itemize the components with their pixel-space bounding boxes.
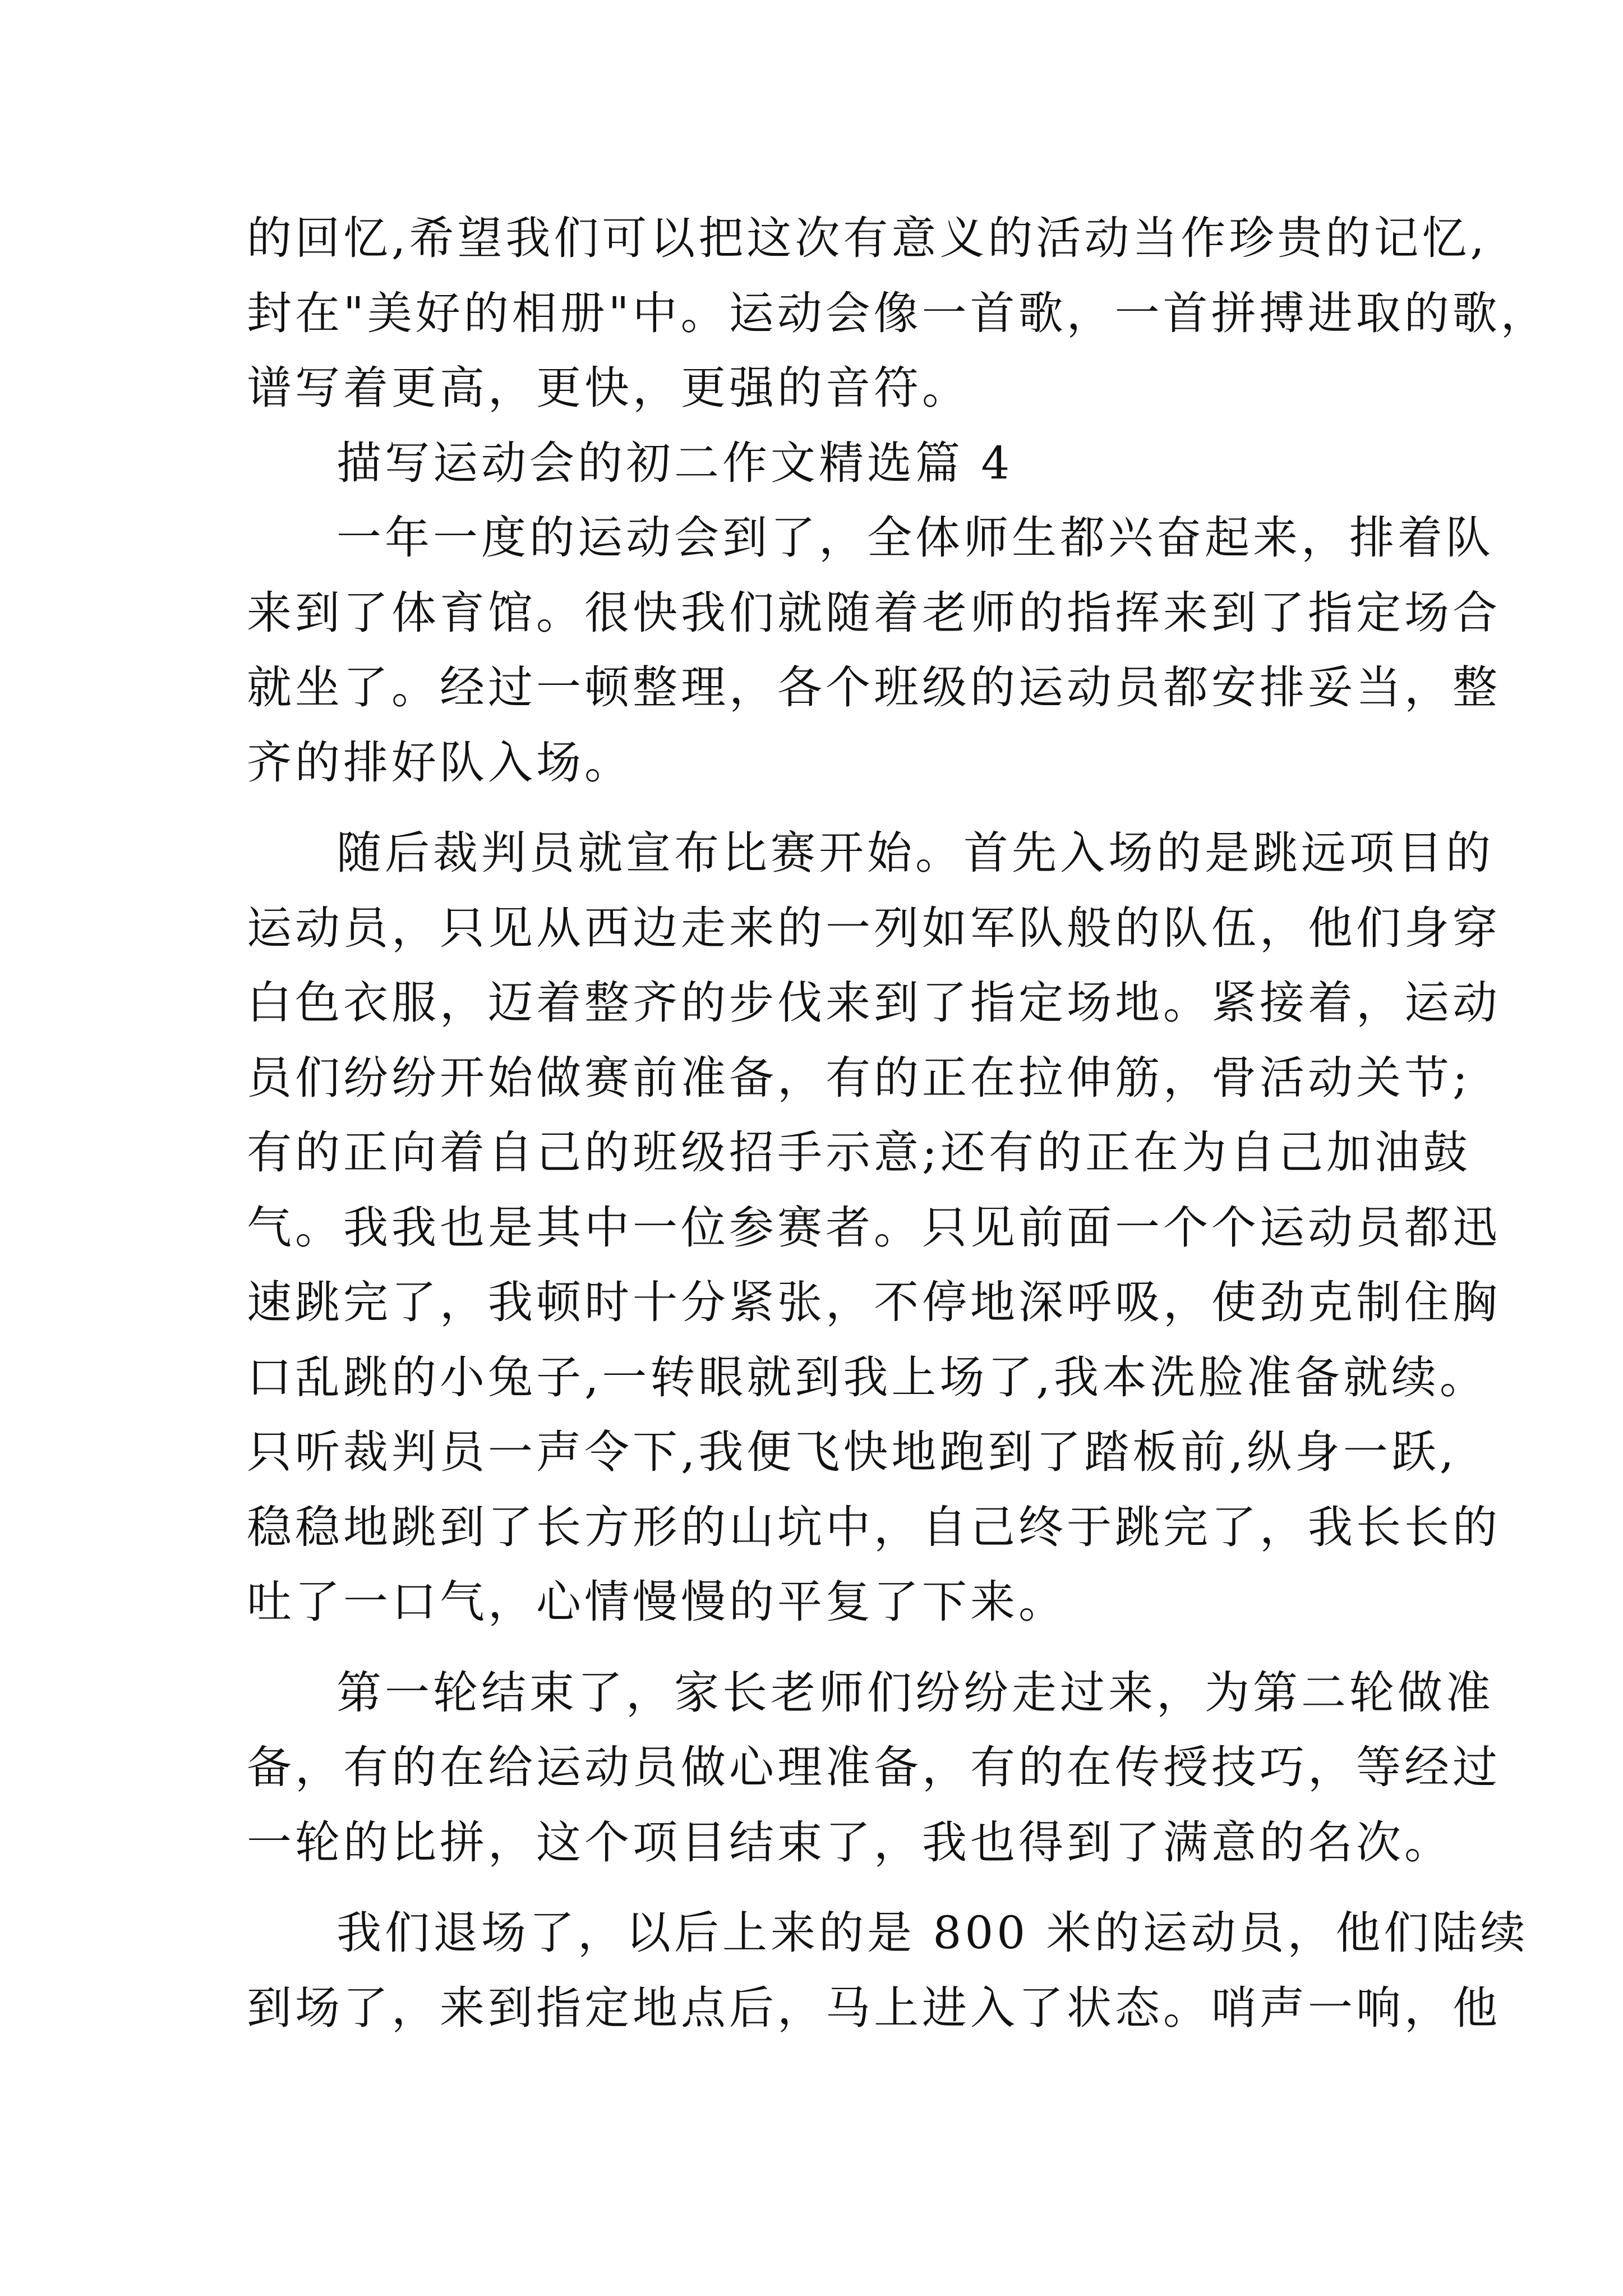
text-line: 随后裁判员就宣布比赛开始。首先入场的是跳远项目的: [336, 827, 1494, 879]
text-line: 齐的排好队入场。: [247, 736, 633, 789]
text-line: 谱写着更高，更快，更强的音符。: [247, 362, 970, 414]
text-line: 一轮的比拼，这个项目结束了，我也得到了满意的名次。: [247, 1816, 1453, 1869]
text-line: 来到了体育馆。很快我们就随着老师的指挥来到了指定场合: [247, 586, 1501, 639]
text-line: 稳稳地跳到了长方形的山坑中，自己终于跳完了，我长长的: [247, 1501, 1501, 1553]
text-line: 口乱跳的小兔子,一转眼就到我上场了,我本洗脸准备就续。: [247, 1351, 1488, 1404]
text-line: 备，有的在给运动员做心理准备，有的在传授技巧，等经过: [247, 1741, 1501, 1793]
text-line: 气。我我也是其中一位参赛者。只见前面一个个运动员都迅: [247, 1201, 1501, 1254]
text-line: 有的正向着自己的班级招手示意;还有的正在为自己加油鼓: [247, 1126, 1471, 1179]
text-line: 员们纷纷开始做赛前准备，有的正在拉伸筋，骨活动关节;: [247, 1051, 1471, 1104]
text-line: 只听裁判员一声令下,我便飞快地跑到了踏板前,纵身一跃,: [247, 1426, 1458, 1478]
text-line: 第一轮结束了，家长老师们纷纷走过来，为第二轮做准: [336, 1666, 1494, 1719]
text-line: 吐了一口气，心情慢慢的平复了下来。: [247, 1576, 1067, 1628]
text-line: 一年一度的运动会到了，全体师生都兴奋起来，排着队: [336, 512, 1494, 564]
text-line: 我们退场了，以后上来的是 800 米的运动员，他们陆续: [336, 1907, 1529, 1959]
text-line: 就坐了。经过一顿整理，各个班级的运动员都安排妥当，整: [247, 661, 1501, 714]
document-body: [247, 201, 1549, 2045]
text-line: 封在"美好的相册"中。运动会像一首歌，一首拼搏进取的歌，: [247, 287, 1549, 339]
text-line: 运动员，只见从西边走来的一列如军队般的队伍，他们身穿: [247, 901, 1501, 954]
section-heading: 描写运动会的初二作文精选篇 4: [336, 436, 1013, 489]
text-line: 的回忆,希望我们可以把这次有意义的活动当作珍贵的记忆,: [247, 212, 1488, 264]
text-line: 白色衣服，迈着整齐的步伐来到了指定场地。紧接着，运动: [247, 977, 1501, 1029]
text-line: 到场了，来到指定地点后，马上进入了状态。哨声一响，他: [247, 1981, 1501, 2034]
text-line: 速跳完了，我顿时十分紧张，不停地深呼吸，使劲克制住胸: [247, 1276, 1501, 1328]
